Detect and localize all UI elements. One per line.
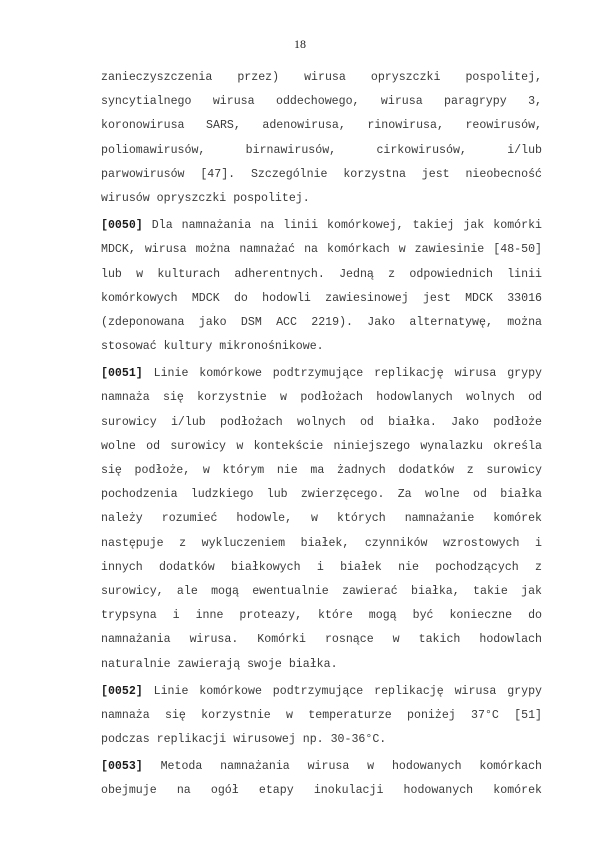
text-line: naturalnie zawierają swoje białka.: [101, 657, 338, 671]
paragraph-number: [0050]: [101, 219, 143, 233]
text-line: wirusów opryszczki pospolitej.: [101, 191, 310, 205]
text-line: [101, 214, 542, 238]
text-line: innych dodatków białkowych i białek nie pochodzących z: [101, 560, 542, 574]
paragraph-0050: [101, 214, 542, 359]
text-line: należy rozumieć hodowle, w których namnażanie komórek: [101, 512, 542, 526]
text-line: komórkowych MDCK do hodowli zawiesinowej jest MDCK 33016: [101, 291, 542, 305]
page-number: 18: [294, 37, 306, 51]
text-line: pochodzenia ludzkiego lub zwierzęcego. Za wolne od białka: [101, 488, 542, 502]
text-line: (zdeponowana jako DSM ACC 2219). Jako alternatywę, można: [101, 315, 542, 329]
paragraph-number: [0051]: [101, 367, 143, 381]
text-line: wolne od surowicy w kontekście niniejszego wynalazku określa: [101, 439, 542, 453]
text-line: surowicy i/lub podłożach wolnych od białka. Jako podłoże: [101, 415, 542, 429]
text-fragment: Linie komórkowe podtrzymujące replikację wirusa grypy: [142, 367, 542, 381]
text-line: namnaża się korzystnie w temperaturze poniżej 37°C [51]: [101, 708, 542, 722]
text-line: obejmuje na ogół etapy inokulacji hodowanych komórek: [101, 784, 542, 798]
paragraph-0051: [101, 362, 542, 676]
text-line: stosować kultury mikronośnikowe.: [101, 340, 324, 354]
text-line: lub w kulturach adherentnych. Jedną z odpowiednich linii: [101, 267, 542, 281]
paragraph-number: [0052]: [101, 684, 143, 698]
paragraph-0052: [101, 680, 542, 753]
text-fragment: Metoda namnażania wirusa w hodowanych komórkach: [142, 760, 542, 774]
text-line: trypsyna i inne proteazy, które mogą być konieczne do: [101, 609, 542, 623]
paragraph-number: [0053]: [101, 760, 143, 774]
text-line: podczas replikacji wirusowej np. 30-36°C.: [101, 733, 387, 747]
text-line: parwowirusów [47]. Szczególnie korzystna jest nieobecność: [101, 167, 542, 181]
text-line: koronowirusa SARS, adenowirusa, rinowirusa, reowirusów,: [101, 119, 542, 133]
text-fragment: Dla namnażania na linii komórkowej, takiej jak komórki: [142, 219, 542, 233]
body-text: [101, 66, 542, 807]
text-line: namnażania wirusa. Komórki rosnące w takich hodowlach: [101, 633, 542, 647]
text-line: MDCK, wirusa można namnażać na komórkach w zawiesinie [48-50]: [101, 243, 542, 257]
text-line: następuje z wykluczeniem białek, czynników wzrostowych i: [101, 536, 542, 550]
text-line: syncytialnego wirusa oddechowego, wirusa paragrypy 3,: [101, 95, 542, 109]
paragraph-0053: [101, 755, 542, 803]
text-line: [101, 680, 542, 704]
text-fragment: Linie komórkowe podtrzymujące replikację wirusa grypy: [142, 684, 542, 698]
text-line: namnaża się korzystnie w podłożach hodowlanych wolnych od: [101, 391, 542, 405]
text-line: surowicy, ale mogą ewentualnie zawierać białka, takie jak: [101, 584, 542, 598]
paragraph-continuation: [101, 66, 542, 211]
text-line: zanieczyszczenia przez) wirusa opryszczki pospolitej,: [101, 71, 542, 84]
text-line: poliomawirusów, birnawirusów, cirkowirusów, i/lub: [101, 143, 542, 157]
text-line: [101, 362, 542, 386]
text-line: się podłoże, w którym nie ma żadnych dodatków z surowicy: [101, 464, 542, 477]
text-line: [101, 755, 542, 779]
